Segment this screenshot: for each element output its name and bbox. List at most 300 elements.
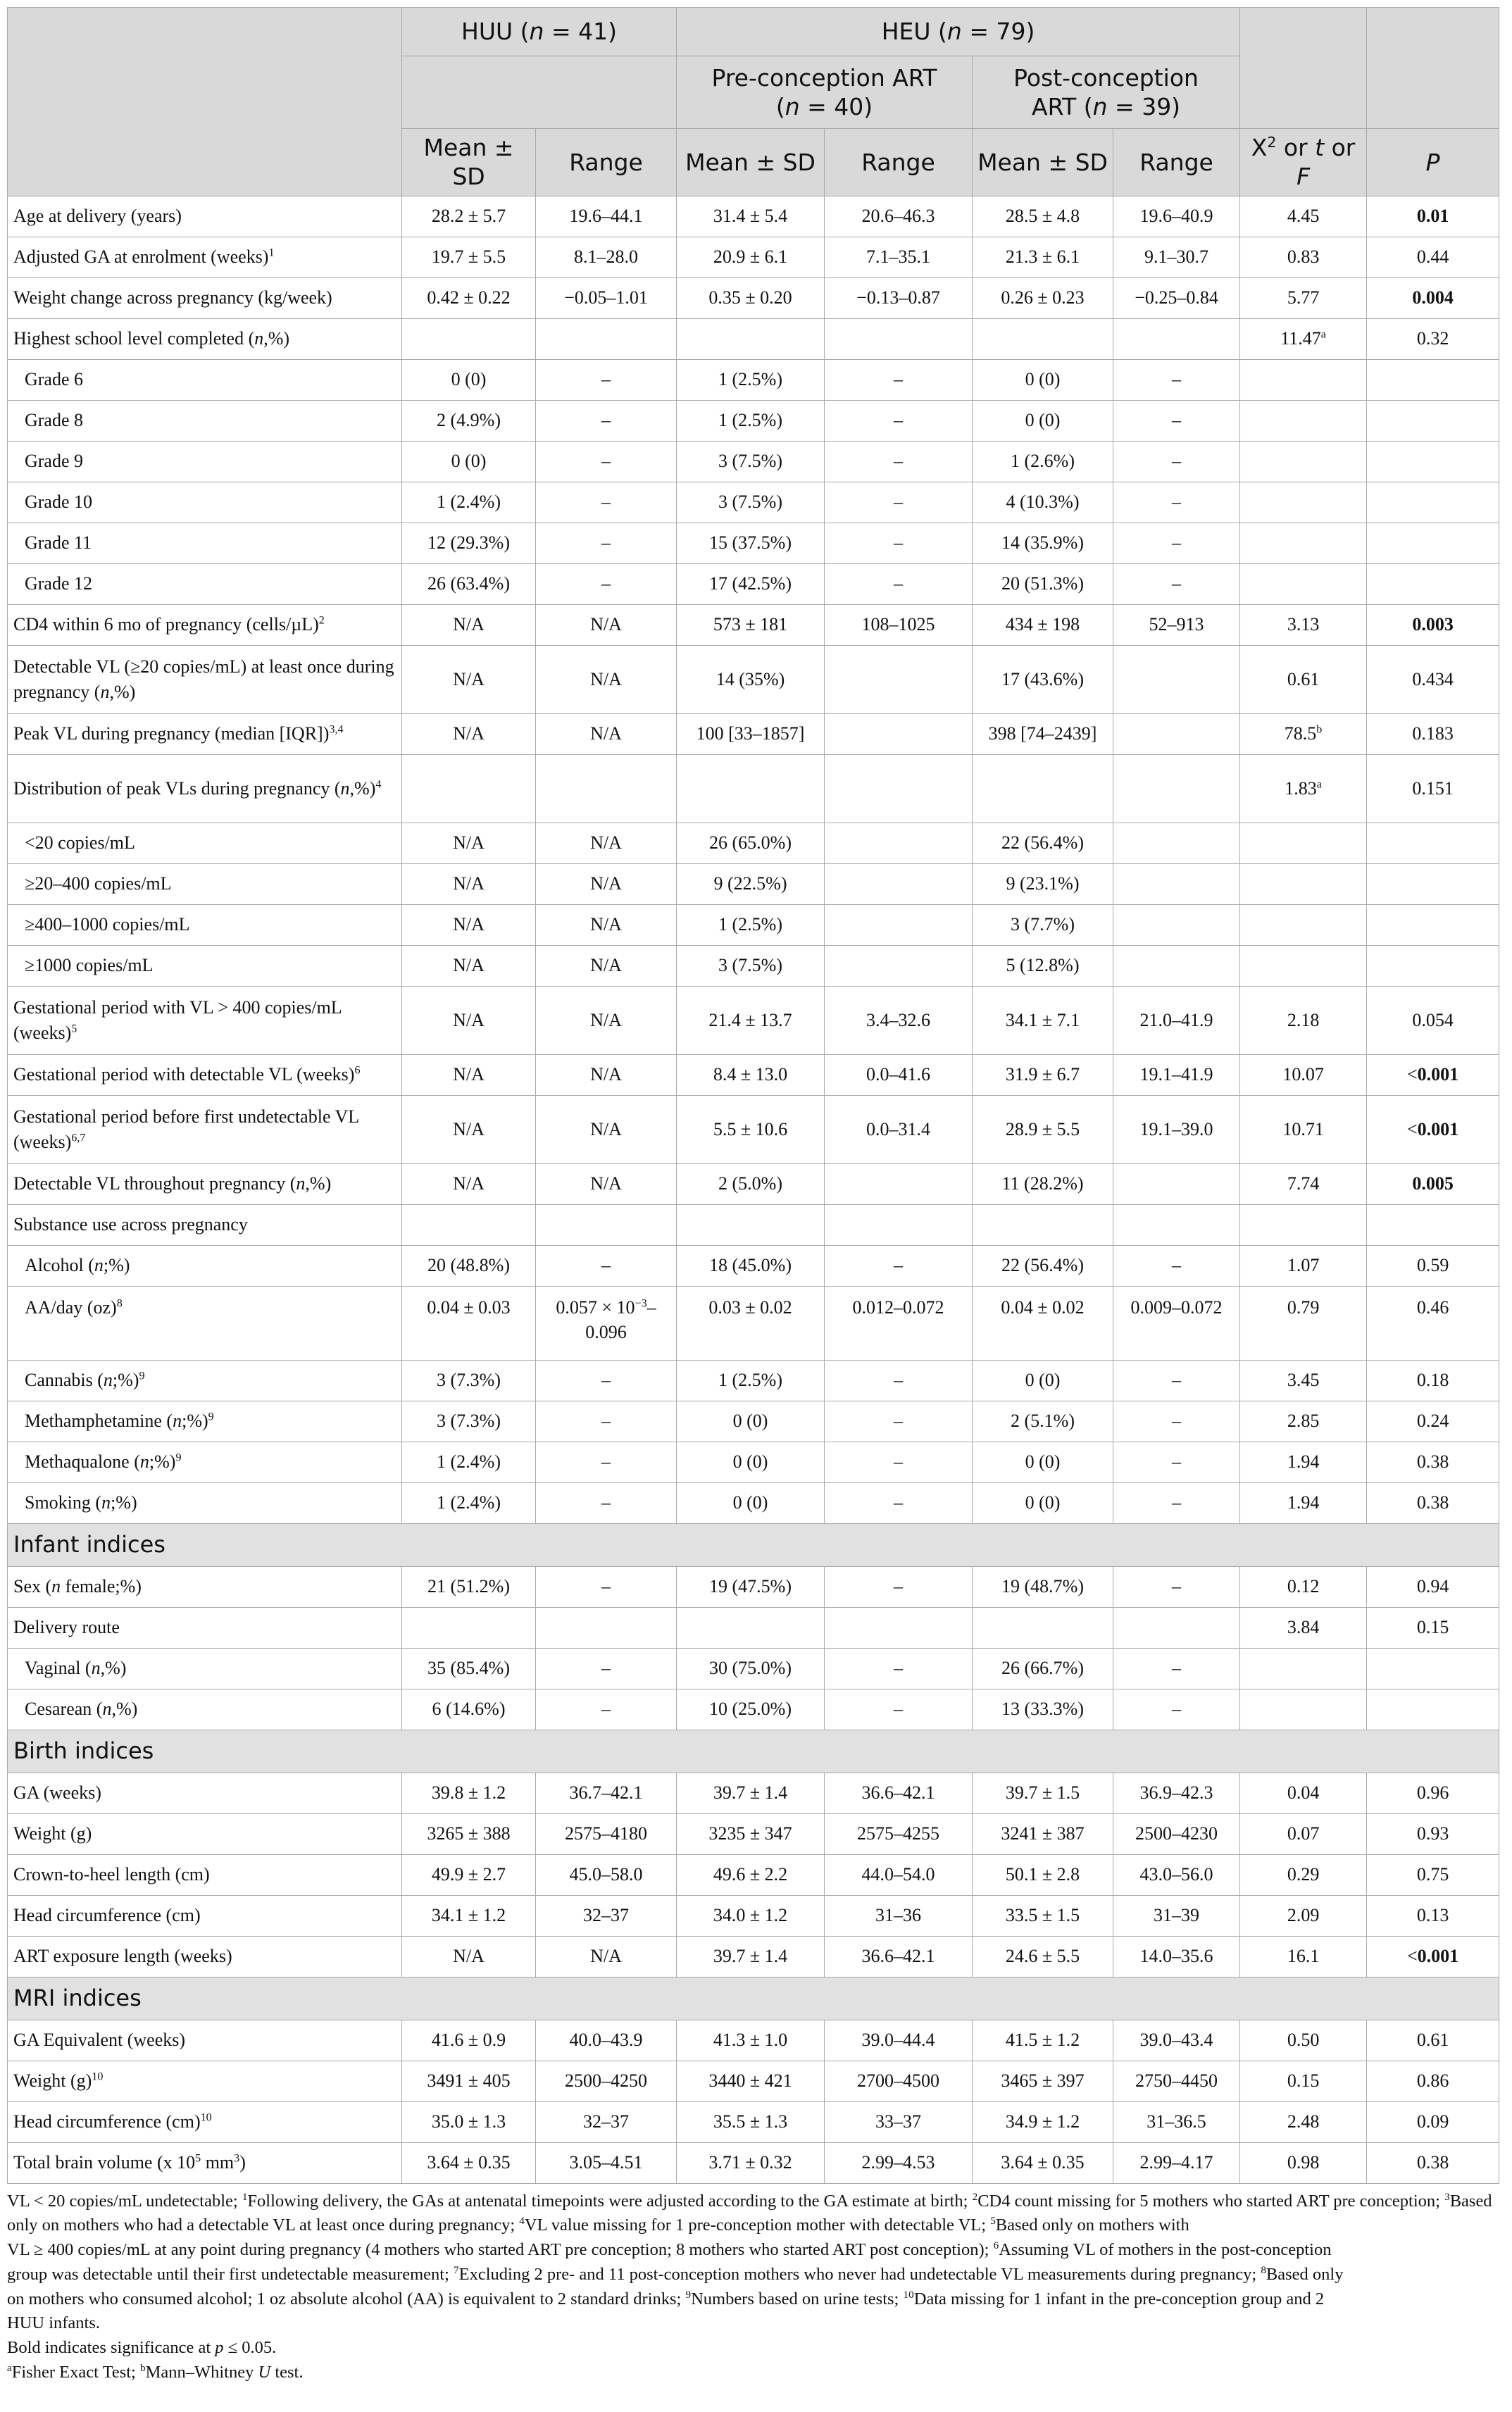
- row-label: ≥1000 copies/mL: [8, 945, 402, 986]
- table-row: [8, 2101, 1499, 2142]
- pre-mean-cell: 573 ± 181: [677, 604, 825, 645]
- pre-range-cell: –: [825, 1648, 973, 1689]
- row-label: Alcohol (n;%): [8, 1245, 402, 1286]
- huu-mean-cell: [402, 754, 536, 823]
- table-row: [8, 2020, 1499, 2061]
- table-row: [8, 1895, 1499, 1936]
- huu-range-cell: 2575–4180: [536, 1813, 677, 1854]
- pre-range-cell: –: [825, 1401, 973, 1442]
- huu-range-cell: [536, 754, 677, 823]
- row-label: Weight $(g)^{10}$: [8, 2061, 402, 2101]
- huu-range-cell: N/A: [536, 823, 677, 863]
- huu-mean-cell: N/A: [402, 1163, 536, 1204]
- stat-cell: 0.79: [1240, 1286, 1367, 1360]
- post-range-cell: [1113, 863, 1240, 904]
- pre-mean-cell: 5.5 ± 10.6: [677, 1095, 825, 1163]
- row-label: Sex (n female;%): [8, 1566, 402, 1607]
- pre-mean-cell: 0.03 ± 0.02: [677, 1286, 825, 1360]
- pre-mean-cell: 3 (7.5%): [677, 482, 825, 523]
- table-row: [8, 1648, 1499, 1689]
- pre-mean-cell: 41.3 ± 1.0: [677, 2020, 825, 2061]
- header-p-blank: [1367, 8, 1499, 129]
- post-mean-cell: 2 (5.1%): [973, 1401, 1113, 1442]
- huu-range-cell: –: [536, 1442, 677, 1482]
- pre-range-cell: –: [825, 482, 973, 523]
- table-row: [8, 1854, 1499, 1895]
- demographics-table: [7, 7, 1499, 2184]
- row-label: GA Equivalent (weeks): [8, 2020, 402, 2061]
- section-infant-indices-label: Infant indices: [8, 1523, 1499, 1566]
- p-value-cell: 0.86: [1367, 2061, 1499, 2101]
- huu-range-cell: 40.0–43.9: [536, 2020, 677, 2061]
- table-row: [8, 713, 1499, 754]
- huu-range-cell: N/A: [536, 645, 677, 713]
- table-row: [8, 2061, 1499, 2101]
- row-label: Weight (g): [8, 1813, 402, 1854]
- post-mean-cell: 0 (0): [973, 359, 1113, 400]
- pre-mean-cell: 30 (75.0%): [677, 1648, 825, 1689]
- huu-mean-cell: 1 (2.4%): [402, 1482, 536, 1523]
- p-value-cell: 0.054: [1367, 986, 1499, 1054]
- stat-cell: 3.45: [1240, 1360, 1367, 1401]
- post-range-cell: [1113, 1607, 1240, 1648]
- huu-mean-cell: N/A: [402, 823, 536, 863]
- post-range-cell: –: [1113, 1648, 1240, 1689]
- section-mri-indices-label: MRI indices: [8, 1977, 1499, 2020]
- stat-cell: 0.98: [1240, 2142, 1367, 2183]
- pre-range-cell: –: [825, 1245, 973, 1286]
- huu-mean-cell: N/A: [402, 713, 536, 754]
- pre-range-cell: 31–36: [825, 1895, 973, 1936]
- row-label: Cannabis (n;%)$^9$: [8, 1360, 402, 1401]
- pre-mean-cell: 19 (47.5%): [677, 1566, 825, 1607]
- p-value-cell: [1367, 523, 1499, 563]
- huu-mean-cell: 0.04 ± 0.03: [402, 1286, 536, 1360]
- row-label: Grade 9: [8, 441, 402, 482]
- huu-mean-cell: N/A: [402, 863, 536, 904]
- row-label: CD4 within 6 mo of pregnancy (cells/µL)$^2$: [8, 604, 402, 645]
- p-value-cell: 0.46: [1367, 1286, 1499, 1360]
- stat-cell: [1240, 482, 1367, 523]
- huu-mean-cell: 49.9 ± 2.7: [402, 1854, 536, 1895]
- stat-cell: 0.15: [1240, 2061, 1367, 2101]
- post-range-cell: –: [1113, 563, 1240, 604]
- huu-mean-cell: 0 (0): [402, 441, 536, 482]
- pre-range-cell: –: [825, 1566, 973, 1607]
- post-mean-cell: 3465 ± 397: [973, 2061, 1113, 2101]
- row-label: Methaqualone (n;%)$^9$: [8, 1442, 402, 1482]
- pre-range-cell: 2.99–4.53: [825, 2142, 973, 2183]
- pre-range-cell: –: [825, 359, 973, 400]
- pre-range-cell: –: [825, 1482, 973, 1523]
- p-value-cell: [1367, 359, 1499, 400]
- header-stat-blank: [1240, 8, 1367, 129]
- stat-cell: [1240, 1204, 1367, 1245]
- pre-range-cell: [825, 945, 973, 986]
- huu-range-cell: $0.057 \times 10^{-3}-$ 0.096: [536, 1286, 677, 1360]
- pre-range-cell: [825, 1607, 973, 1648]
- huu-range-cell: –: [536, 563, 677, 604]
- huu-range-cell: N/A: [536, 945, 677, 986]
- huu-range-cell: –: [536, 1245, 677, 1286]
- row-label: Gestational period before first undetectable VL (weeks)$^{6,7}$: [8, 1095, 402, 1163]
- row-label: Peak VL during pregnancy (median [IQR])$^{3,4}$: [8, 713, 402, 754]
- huu-range-cell: N/A: [536, 904, 677, 945]
- table-row: [8, 1566, 1499, 1607]
- post-mean-cell: 0 (0): [973, 1442, 1113, 1482]
- pre-range-cell: [825, 754, 973, 823]
- pre-mean-cell: 1 (2.5%): [677, 359, 825, 400]
- post-mean-cell: 50.1 ± 2.8: [973, 1854, 1113, 1895]
- row-label: AA/day (oz)$^8$: [8, 1286, 402, 1360]
- row-label: Distribution of peak VLs during pregnancy $(n,\%)^4$: [8, 754, 402, 823]
- stat-cell: 2.09: [1240, 1895, 1367, 1936]
- stat-cell: 1.83$^a$: [1240, 754, 1367, 823]
- p-value-cell: 0.09: [1367, 2101, 1499, 2142]
- table-row: [8, 1813, 1499, 1854]
- huu-range-cell: 32–37: [536, 1895, 677, 1936]
- pre-mean-cell: 35.5 ± 1.3: [677, 2101, 825, 2142]
- post-mean-cell: 0.26 ± 0.23: [973, 277, 1113, 318]
- table-row: [8, 1095, 1499, 1163]
- row-label: Gestational period with detectable VL (weeks)$^6$: [8, 1054, 402, 1095]
- pre-range-cell: 0.012–0.072: [825, 1286, 973, 1360]
- stat-cell: 0.12: [1240, 1566, 1367, 1607]
- post-range-cell: 36.9–42.3: [1113, 1773, 1240, 1813]
- stat-cell: 5.77: [1240, 277, 1367, 318]
- p-value-cell: [1367, 1689, 1499, 1730]
- post-mean-cell: 14 (35.9%): [973, 523, 1113, 563]
- post-range-cell: [1113, 1163, 1240, 1204]
- post-range-cell: –: [1113, 1482, 1240, 1523]
- row-label: ART exposure length (weeks): [8, 1936, 402, 1977]
- post-range-cell: 2500–4230: [1113, 1813, 1240, 1854]
- stat-cell: 0.29: [1240, 1854, 1367, 1895]
- p-value-cell: 0.38: [1367, 1482, 1499, 1523]
- post-range-cell: [1113, 904, 1240, 945]
- row-label: <20 copies/mL: [8, 823, 402, 863]
- huu-range-cell: 45.0–58.0: [536, 1854, 677, 1895]
- row-label: Grade 6: [8, 359, 402, 400]
- p-value-cell: [1367, 945, 1499, 986]
- huu-mean-cell: N/A: [402, 645, 536, 713]
- huu-mean-cell: 6 (14.6%): [402, 1689, 536, 1730]
- p-value-cell: 0.93: [1367, 1813, 1499, 1854]
- huu-range-cell: –: [536, 1482, 677, 1523]
- pre-mean-cell: 0.35 ± 0.20: [677, 277, 825, 318]
- table-body: [8, 196, 1499, 2183]
- huu-range-cell: N/A: [536, 863, 677, 904]
- huu-range-cell: –: [536, 400, 677, 441]
- huu-mean-cell: 3491 ± 405: [402, 2061, 536, 2101]
- post-range-cell: [1113, 713, 1240, 754]
- stat-cell: [1240, 523, 1367, 563]
- p-value-cell: 0.15: [1367, 1607, 1499, 1648]
- post-range-cell: 2750–4450: [1113, 2061, 1240, 2101]
- row-label: Grade 11: [8, 523, 402, 563]
- row-label: GA (weeks): [8, 1773, 402, 1813]
- pre-range-cell: [825, 904, 973, 945]
- huu-range-cell: –: [536, 1401, 677, 1442]
- pre-mean-cell: 21.4 ± 13.7: [677, 986, 825, 1054]
- huu-range-cell: –: [536, 359, 677, 400]
- post-range-cell: [1113, 945, 1240, 986]
- table-row: [8, 863, 1499, 904]
- post-range-cell: 52–913: [1113, 604, 1240, 645]
- p-value-cell: 0.24: [1367, 1401, 1499, 1442]
- header-mean-post: Mean ± SD: [973, 129, 1113, 196]
- row-label: Total brain volume (x $10^5$ $mm^3$): [8, 2142, 402, 2183]
- huu-range-cell: –: [536, 1648, 677, 1689]
- row-label: Cesarean (n,%): [8, 1689, 402, 1730]
- section-birth-indices: [8, 1730, 1499, 1773]
- table-row: [8, 237, 1499, 277]
- row-label: ≥20–400 copies/mL: [8, 863, 402, 904]
- stat-cell: [1240, 1648, 1367, 1689]
- pre-range-cell: [825, 863, 973, 904]
- post-range-cell: 31–39: [1113, 1895, 1240, 1936]
- table-row: [8, 823, 1499, 863]
- post-range-cell: [1113, 1204, 1240, 1245]
- p-value-cell: [1367, 563, 1499, 604]
- pre-mean-cell: 10 (25.0%): [677, 1689, 825, 1730]
- pre-mean-cell: 0 (0): [677, 1442, 825, 1482]
- pre-range-cell: 44.0–54.0: [825, 1854, 973, 1895]
- post-mean-cell: 33.5 ± 1.5: [973, 1895, 1113, 1936]
- pre-mean-cell: [677, 754, 825, 823]
- pre-range-cell: –: [825, 563, 973, 604]
- post-mean-cell: 31.9 ± 6.7: [973, 1054, 1113, 1095]
- stat-cell: 4.45: [1240, 196, 1367, 237]
- p-value-cell: 0.434: [1367, 645, 1499, 713]
- table-container: [7, 7, 1499, 2385]
- pre-range-cell: –: [825, 523, 973, 563]
- pre-range-cell: 2700–4500: [825, 2061, 973, 2101]
- p-value-cell: 0.01: [1367, 196, 1499, 237]
- p-value-cell: 0.13: [1367, 1895, 1499, 1936]
- header-huu: HUU (n = 41): [402, 8, 677, 56]
- p-value-cell: <0.001: [1367, 1054, 1499, 1095]
- post-range-cell: 19.1–41.9: [1113, 1054, 1240, 1095]
- pre-range-cell: 20.6–46.3: [825, 196, 973, 237]
- post-range-cell: −0.25–0.84: [1113, 277, 1240, 318]
- huu-range-cell: N/A: [536, 986, 677, 1054]
- pre-range-cell: 108–1025: [825, 604, 973, 645]
- post-mean-cell: [973, 1204, 1113, 1245]
- post-mean-cell: 0.04 ± 0.02: [973, 1286, 1113, 1360]
- stat-cell: 0.61: [1240, 645, 1367, 713]
- huu-mean-cell: N/A: [402, 986, 536, 1054]
- stat-cell: [1240, 863, 1367, 904]
- huu-range-cell: –: [536, 1566, 677, 1607]
- row-label: Weight change across pregnancy (kg/week): [8, 277, 402, 318]
- post-mean-cell: 34.9 ± 1.2: [973, 2101, 1113, 2142]
- pre-range-cell: [825, 823, 973, 863]
- pre-range-cell: [825, 1204, 973, 1245]
- huu-range-cell: 8.1–28.0: [536, 237, 677, 277]
- row-label: Detectable VL throughout pregnancy (n,%): [8, 1163, 402, 1204]
- pre-mean-cell: 0 (0): [677, 1482, 825, 1523]
- post-range-cell: –: [1113, 523, 1240, 563]
- post-range-cell: –: [1113, 1245, 1240, 1286]
- huu-mean-cell: N/A: [402, 604, 536, 645]
- p-value-cell: 0.004: [1367, 277, 1499, 318]
- footnote-tests: $^a$Fisher Exact Test; $^b$Mann–Whitney U test.: [7, 2361, 304, 2382]
- huu-range-cell: –: [536, 523, 677, 563]
- pre-range-cell: −0.13–0.87: [825, 277, 973, 318]
- post-range-cell: 19.6–40.9: [1113, 196, 1240, 237]
- stat-cell: 1.94: [1240, 1482, 1367, 1523]
- table-row: [8, 1773, 1499, 1813]
- post-mean-cell: 0 (0): [973, 1482, 1113, 1523]
- huu-mean-cell: [402, 318, 536, 359]
- huu-range-cell: 2500–4250: [536, 2061, 677, 2101]
- post-mean-cell: 41.5 ± 1.2: [973, 2020, 1113, 2061]
- huu-mean-cell: 0.42 ± 0.22: [402, 277, 536, 318]
- table-row: [8, 196, 1499, 237]
- p-value-cell: <0.001: [1367, 1095, 1499, 1163]
- huu-range-cell: N/A: [536, 1054, 677, 1095]
- section-mri-indices: [8, 1977, 1499, 2020]
- post-mean-cell: 13 (33.3%): [973, 1689, 1113, 1730]
- huu-mean-cell: 39.8 ± 1.2: [402, 1773, 536, 1813]
- pre-mean-cell: [677, 1204, 825, 1245]
- huu-mean-cell: 3 (7.3%): [402, 1401, 536, 1442]
- post-mean-cell: 26 (66.7%): [973, 1648, 1113, 1689]
- stat-cell: 0.50: [1240, 2020, 1367, 2061]
- huu-mean-cell: 0 (0): [402, 359, 536, 400]
- post-range-cell: –: [1113, 359, 1240, 400]
- huu-mean-cell: 3.64 ± 0.35: [402, 2142, 536, 2183]
- p-value-cell: [1367, 863, 1499, 904]
- p-value-cell: [1367, 400, 1499, 441]
- table-row: [8, 1286, 1499, 1360]
- huu-mean-cell: [402, 1607, 536, 1648]
- row-label: Grade 12: [8, 563, 402, 604]
- row-label: Vaginal (n,%): [8, 1648, 402, 1689]
- p-value-cell: [1367, 482, 1499, 523]
- stat-cell: 0.83: [1240, 237, 1367, 277]
- stat-cell: 0.04: [1240, 1773, 1367, 1813]
- pre-mean-cell: 26 (65.0%): [677, 823, 825, 863]
- row-label: Grade 10: [8, 482, 402, 523]
- huu-mean-cell: 2 (4.9%): [402, 400, 536, 441]
- post-range-cell: –: [1113, 1689, 1240, 1730]
- table-row: [8, 277, 1499, 318]
- huu-range-cell: –: [536, 1360, 677, 1401]
- huu-mean-cell: 3265 ± 388: [402, 1813, 536, 1854]
- p-value-cell: 0.94: [1367, 1566, 1499, 1607]
- stat-cell: [1240, 904, 1367, 945]
- pre-range-cell: 33–37: [825, 2101, 973, 2142]
- header-range-huu: Range: [536, 129, 677, 196]
- post-mean-cell: [973, 754, 1113, 823]
- pre-range-cell: [825, 645, 973, 713]
- pre-mean-cell: 100 [33–1857]: [677, 713, 825, 754]
- stat-cell: 2.85: [1240, 1401, 1367, 1442]
- table-row: [8, 400, 1499, 441]
- pre-mean-cell: 8.4 ± 13.0: [677, 1054, 825, 1095]
- row-label: Head circumference (cm): [8, 1895, 402, 1936]
- post-mean-cell: 0 (0): [973, 400, 1113, 441]
- post-mean-cell: 3241 ± 387: [973, 1813, 1113, 1854]
- header-range-pre: Range: [825, 129, 973, 196]
- huu-mean-cell: 26 (63.4%): [402, 563, 536, 604]
- pre-range-cell: [825, 1163, 973, 1204]
- huu-mean-cell: 19.7 ± 5.5: [402, 237, 536, 277]
- stat-cell: 11.47$^a$: [1240, 318, 1367, 359]
- huu-mean-cell: N/A: [402, 945, 536, 986]
- pre-mean-cell: 18 (45.0%): [677, 1245, 825, 1286]
- huu-mean-cell: 1 (2.4%): [402, 482, 536, 523]
- post-mean-cell: 19 (48.7%): [973, 1566, 1113, 1607]
- pre-range-cell: –: [825, 1442, 973, 1482]
- post-mean-cell: 24.6 ± 5.5: [973, 1936, 1113, 1977]
- header-pre-group: Pre-conception ART (n = 40): [677, 56, 973, 129]
- huu-range-cell: 36.7–42.1: [536, 1773, 677, 1813]
- p-value-cell: 0.005: [1367, 1163, 1499, 1204]
- pre-mean-cell: 15 (37.5%): [677, 523, 825, 563]
- p-value-cell: 0.32: [1367, 318, 1499, 359]
- post-mean-cell: 398 [74–2439]: [973, 713, 1113, 754]
- post-range-cell: –: [1113, 1360, 1240, 1401]
- stat-cell: 16.1: [1240, 1936, 1367, 1977]
- table-row: [8, 1054, 1499, 1095]
- huu-mean-cell: 34.1 ± 1.2: [402, 1895, 536, 1936]
- huu-range-cell: –: [536, 482, 677, 523]
- pre-mean-cell: 1 (2.5%): [677, 400, 825, 441]
- post-range-cell: –: [1113, 1442, 1240, 1482]
- table-row: [8, 1689, 1499, 1730]
- post-range-cell: –: [1113, 441, 1240, 482]
- p-value-cell: [1367, 904, 1499, 945]
- row-label: Methamphetamine (n;%)$^9$: [8, 1401, 402, 1442]
- post-mean-cell: 21.3 ± 6.1: [973, 237, 1113, 277]
- pre-range-cell: 39.0–44.4: [825, 2020, 973, 2061]
- pre-range-cell: [825, 318, 973, 359]
- header-stat: $X^2$ or t or F: [1240, 129, 1367, 196]
- table-row: [8, 1245, 1499, 1286]
- pre-mean-cell: 3440 ± 421: [677, 2061, 825, 2101]
- header-blank: [8, 8, 402, 196]
- row-label: Substance use across pregnancy: [8, 1204, 402, 1245]
- table-row: [8, 945, 1499, 986]
- huu-mean-cell: N/A: [402, 904, 536, 945]
- row-label: Highest school level completed (n,%): [8, 318, 402, 359]
- huu-mean-cell: 1 (2.4%): [402, 1442, 536, 1482]
- table-row: [8, 604, 1499, 645]
- huu-mean-cell: 12 (29.3%): [402, 523, 536, 563]
- pre-mean-cell: [677, 318, 825, 359]
- pre-mean-cell: 1 (2.5%): [677, 904, 825, 945]
- table-row: [8, 645, 1499, 713]
- stat-cell: [1240, 563, 1367, 604]
- p-value-cell: 0.18: [1367, 1360, 1499, 1401]
- post-mean-cell: 3.64 ± 0.35: [973, 2142, 1113, 2183]
- p-value-cell: [1367, 441, 1499, 482]
- huu-range-cell: N/A: [536, 604, 677, 645]
- stat-cell: 10.71: [1240, 1095, 1367, 1163]
- p-value-cell: 0.96: [1367, 1773, 1499, 1813]
- huu-range-cell: N/A: [536, 1163, 677, 1204]
- p-value-cell: 0.003: [1367, 604, 1499, 645]
- post-range-cell: [1113, 318, 1240, 359]
- post-mean-cell: 34.1 ± 7.1: [973, 986, 1113, 1054]
- p-value-cell: 0.44: [1367, 237, 1499, 277]
- footnote-bold-note: Bold indicates significance at p ≤ 0.05.: [7, 2338, 277, 2358]
- post-range-cell: –: [1113, 1401, 1240, 1442]
- pre-range-cell: –: [825, 400, 973, 441]
